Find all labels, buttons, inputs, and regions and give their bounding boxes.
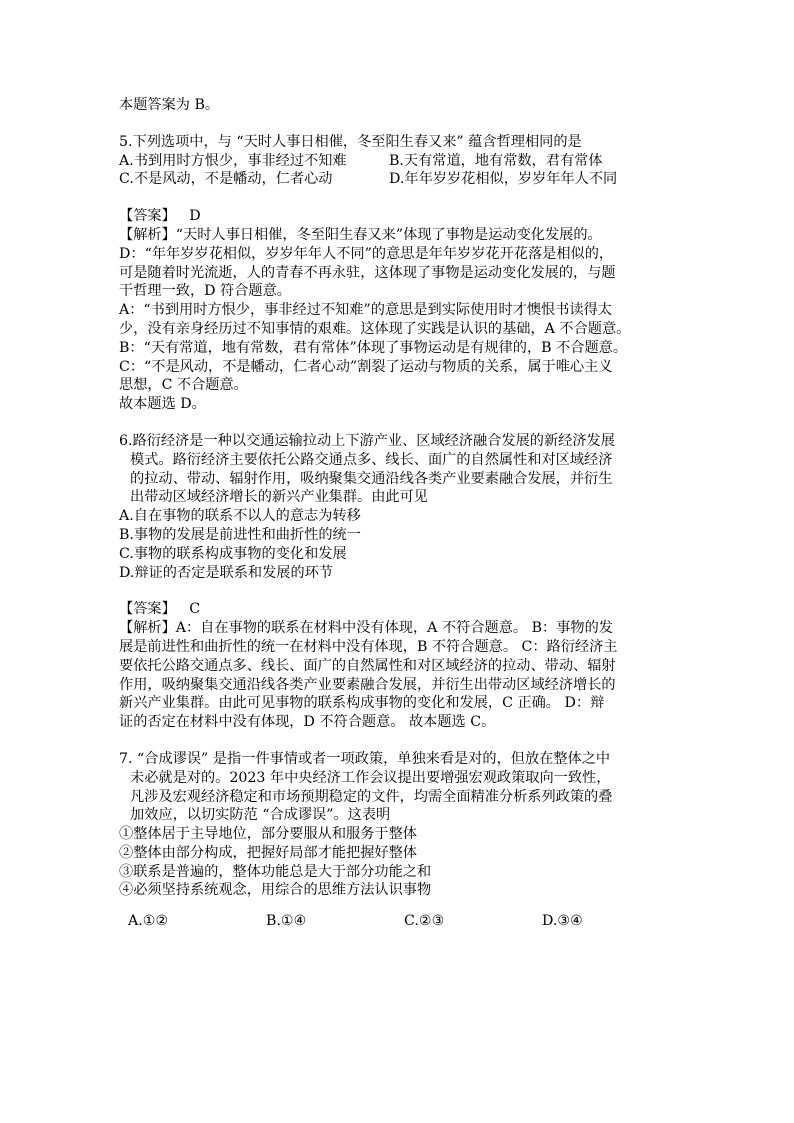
document-content [119, 96, 685, 931]
q7-choice-c: C.②③ [404, 913, 445, 930]
prev-answer-line: 本题答案为 B。 [119, 97, 220, 113]
q5-analysis-line: 干哲理一致，D 符合题意。 [119, 283, 291, 300]
q5-option-a: A.书到用时方恨少，事非经过不知难 [119, 152, 347, 169]
q7-item-3: ③联系是普遍的，整体功能总是大于部分功能之和 [119, 863, 432, 880]
q5-option-c: C.不是风动，不是幡动，仁者心动 [119, 171, 333, 188]
q5-answer [119, 207, 685, 226]
q6-option-c: C.事物的联系构成事物的变化和发展 [119, 545, 347, 562]
q5-option-d: D.年年岁岁花相似，岁岁年年人不同 [389, 171, 618, 188]
q6-analysis-line: 【解析】A：自在事物的联系在材料中没有体现，A 不符合题意。 B：事物的发 [119, 620, 613, 637]
q5-answer-value: D [189, 208, 201, 225]
q5-analysis-line: 可是随着时光流逝，人的青春不再永驻，这体现了事物是运动变化发展的，与题 [119, 264, 616, 281]
q5-options-row-2 [119, 170, 685, 189]
q6-answer-label: 【答案】 [119, 601, 176, 618]
q5-answer-label: 【答案】 [119, 208, 176, 225]
q7-stem-line: 7. “合成谬误” 是指一件事情或者一项政策，单独来看是对的，但放在整体之中 [119, 750, 611, 767]
q6-analysis-line: 新兴产业集群。由此可见事物的联系构成事物的变化和发展，C 正确。 D：辩 [119, 695, 605, 712]
q5-analysis-line: 少，没有亲身经历过不知事情的艰难。这体现了实践是认识的基础，A 不合题意。 [119, 320, 631, 337]
q5-option-b: B.天有常道，地有常数，君有常体 [389, 152, 603, 169]
q6-stem-line: 6.路衍经济是一种以交通运输拉动上下游产业、区域经济融合发展的新经济发展 [119, 432, 615, 449]
q5-analysis-line: 思想，C 不合题意。 [119, 377, 248, 394]
q7-item-1: ①整体居于主导地位，部分要服从和服务于整体 [119, 826, 417, 843]
q5-stem: 5.下列选项中，与 “天时人事日相催，冬至阳生春又来” 蕴含哲理相同的是 [119, 133, 582, 150]
q6-analysis [119, 619, 685, 732]
q5-analysis-line: 【解析】“天时人事日相催，冬至阳生春又来”体现了事物是运动变化发展的。 [119, 226, 602, 243]
q7-choice-a: A.①② [128, 913, 169, 930]
q6-analysis-line: 要依托公路交通点多、线长、面广的自然属性和对区域经济的拉动、带动、辐射 [119, 657, 616, 674]
q5-analysis-line: D：“年年岁岁花相似，岁岁年年人不同”的意思是年年岁岁花开花落是相似的， [119, 245, 614, 262]
q5-analysis-line: 故本题选 D。 [119, 396, 206, 413]
q6-option-b: B.事物的发展是前进性和曲折性的统一 [119, 526, 361, 543]
q7-stem-line: 凡涉及宏观经济稳定和市场预期稳定的文件，均需全面精准分析系列政策的叠 [130, 788, 613, 805]
q6-analysis-line: 展是前进性和曲折性的统一在材料中没有体现，B 不符合题意。 C：路衍经济主 [119, 638, 618, 655]
q7-choice-d: D.③④ [542, 913, 583, 930]
q6-stem-line: 的拉动、带动、辐射作用，吸纳聚集交通沿线各类产业要素融合发展，并衍生 [130, 470, 613, 487]
q6-stem-line: 模式。路衍经济主要依托公路交通点多、线长、面广的自然属性和对区域经济 [130, 451, 613, 468]
q6-stem-line: 出带动区域经济增长的新兴产业集群。由此可见 [130, 489, 428, 506]
q5-analysis [119, 226, 685, 414]
q5-analysis-line: B：“天有常道，地有常数，君有常体”体现了事物运动是有规律的，B 不合题意。 [119, 339, 628, 356]
q7-item-4: ④必须坚持系统观念，用综合的思维方法认识事物 [119, 882, 432, 899]
q6-option-a: A.自在事物的联系不以人的意志为转移 [119, 508, 361, 525]
q6-answer [119, 600, 685, 619]
question-7 [119, 750, 685, 931]
q6-answer-value: C [189, 601, 201, 618]
q6-option-d: D.辩证的否定是联系和发展的环节 [119, 564, 334, 581]
q5-analysis-line: A：“书到用时方恨少，事非经过不知难”的意思是到实际使用时才懊恨书读得太 [119, 302, 612, 319]
q7-stem-line: 加效应，以切实防范 “合成谬误”。这表明 [130, 807, 391, 824]
q7-item-2: ②整体由部分构成，把握好局部才能把握好整体 [119, 844, 417, 861]
q6-analysis-line: 作用，吸纳聚集交通沿线各类产业要素融合发展，并衍生出带动区域经济增长的 [119, 676, 616, 693]
question-6 [119, 432, 685, 732]
q7-choices [119, 912, 685, 931]
q7-choice-b: B.①④ [266, 913, 307, 930]
q7-stem-line: 未必就是对的。2023 年中央经济工作会议提出要增强宏观政策取向一致性， [130, 769, 611, 786]
q5-analysis-line: C：“不是风动，不是幡动，仁者心动”割裂了运动与物质的关系，属于唯心主义 [119, 358, 613, 375]
q6-analysis-line: 证的否定在材料中没有体现，D 不符合题意。 故本题选 C。 [119, 714, 496, 731]
question-5 [119, 133, 685, 414]
q5-options-row-1 [119, 152, 685, 171]
